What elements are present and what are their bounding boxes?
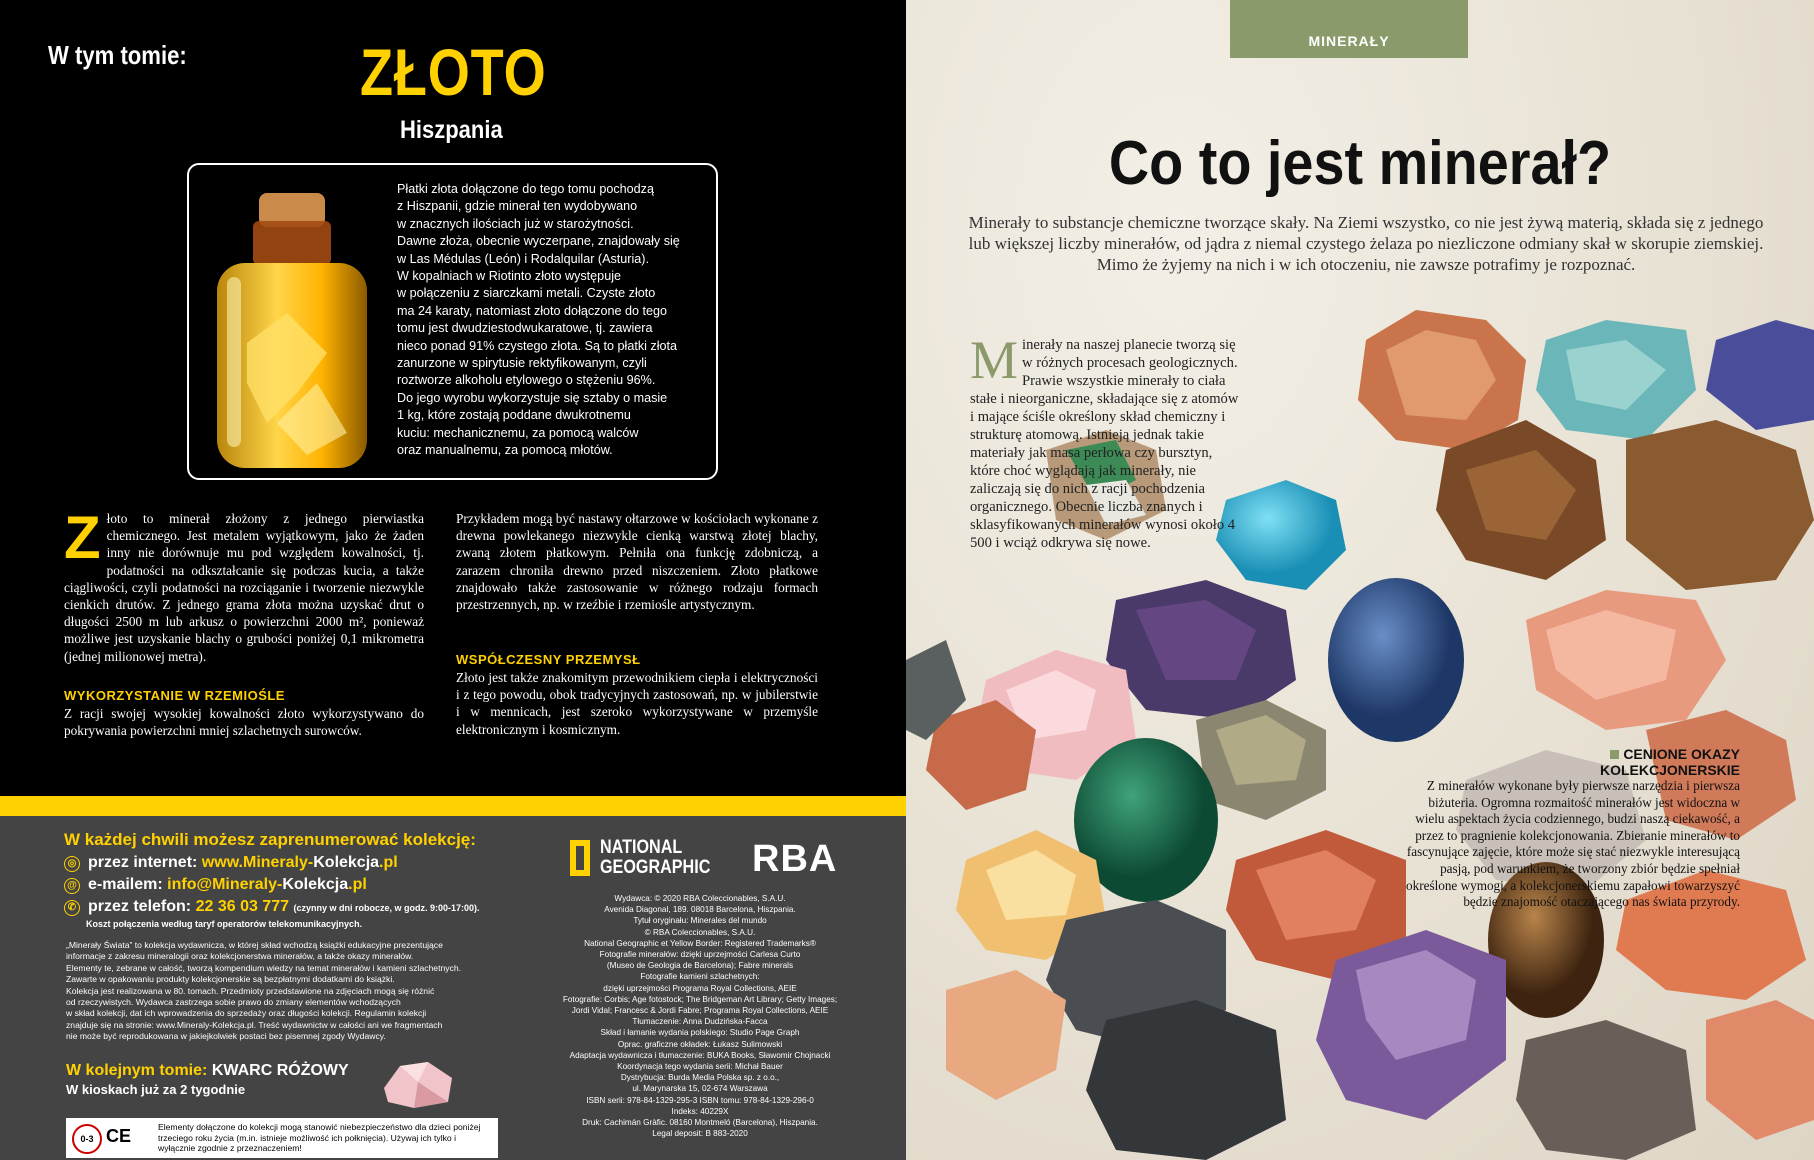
page-title: Co to jest minerał? xyxy=(1108,129,1612,198)
gold-box-text: Płatki złota dołączone do tego tomu pochodzą z Hiszpanii, gdzie minerał ten wydobywano w znacznych ilościach już w starożytności. Dawne złoża, obecnie wyczerpane, znajdowały się w Las Médulas (León) i Rodalquilar (Asturia). W kopalniach w Riotinto złoto występuje w połączeniu z siarczkami metali. Czyste złoto ma 24 karaty, natomiast złoto dołączone do tego tomu jest dwudziestodwukaratowe, tj. zawiera nieco ponad 91% czystego złota. Są to płatki złota zanurzone w spirytusie rektyfikowanym, czyli roztworze alkoholu etylowego o stężeniu 96%. Do jego wyrobu wykorzystuje się sztaby o masie 1 kg, które zostają poddane dwukrotnemu kuciu: mechanicznemu, za pomocą walców oraz manualnemu, za pomocą młotów. xyxy=(397,182,680,458)
warning-text: Elementy dołączone do kolekcji mogą stanowić niebezpieczeństwo dla dzieci poniżej trzeciego roku życia (m.in. istnieje możliwość ich połknięcia). Używaj ich tylko i wyłącznie zgodnie z przeznaczeniem! xyxy=(158,1122,481,1153)
yellow-border-bar xyxy=(0,796,906,816)
globe-icon: ◎ xyxy=(64,856,80,872)
modern-heading: WSPÓŁCZESNY PRZEMYSŁ xyxy=(456,652,641,667)
contact-internet: ◎ przez internet: www.Mineraly-Kolekcja.pl xyxy=(64,854,398,872)
craft-text: Z racji swojej wysokiej kowalności złoto wykorzystywano do pokrywania powierzchni mniej szlachetnych surowców. xyxy=(64,706,424,739)
gold-title: ZŁOTO xyxy=(360,35,547,109)
age-restriction-icon: 0-3 xyxy=(72,1124,102,1154)
volume-label: W tym tomie: xyxy=(48,40,187,70)
gold-column-2: Przykładem mogą być nastawy ołtarzowe w kościołach wykonane z drewna powlekanego niezwykle cienką warstwą złotej blachy, zwaną złotem płatkowym. Pełniła ona funkcję zdobniczą, a zarazem chroniła drewno przed niszczeniem. Złoto płatkowe znajdowało także zastosowanie w różnego rodzaju formach przestrzennych, np. w rzeźbie i rzemiośle artystycznym. xyxy=(456,511,818,613)
at-icon: @ xyxy=(64,878,80,894)
square-bullet-icon xyxy=(1610,750,1619,759)
gold-column-1 xyxy=(64,504,424,665)
craft-heading: WYKORZYSTANIE W RZEMIOŚLE xyxy=(64,688,285,703)
drop-cap: Z xyxy=(64,504,101,571)
gold-jar-image xyxy=(207,193,377,473)
gold-origin: Hiszpania xyxy=(400,116,503,144)
drop-cap: M xyxy=(970,330,1019,390)
rba-logo: RBA xyxy=(752,838,838,880)
prized-specimens-heading: CENIONE OKAZY KOLEKCJONERSKIE xyxy=(1599,746,1740,778)
right-page xyxy=(906,0,1814,1160)
phone-icon: ✆ xyxy=(64,900,80,916)
safety-warning xyxy=(66,1118,498,1158)
gold-info-box xyxy=(187,163,718,480)
next-volume: W kolejnym tomie: KWARC RÓŻOWY xyxy=(66,1062,349,1079)
phone-hours: (czynny w dni robocze, w godz. 9:00-17:00). xyxy=(293,903,480,913)
subscribe-heading: W każdej chwili możesz zaprenumerować kolekcję: xyxy=(64,830,476,849)
website-link[interactable]: www.Mineraly-Kolekcja.pl xyxy=(201,854,398,871)
next-volume-name: KWARC RÓŻOWY xyxy=(211,1062,349,1079)
gold-col1-text: łoto to minerał złożony z jednego pierwiastka chemicznego. Jest metalem wyjątkowym, jako że żaden inny nie dorównuje mu pod względem kowalności, tj. podatności na odkształcanie się podczas kucia, a także ciągliwości, czyli podatności na rozciąganie i tworzenie niezwykle cienkich drutów. Z jednego grama złota można uzyskać drut o długości 2500 m lub arkusz o powierzchni 2000 m², ponieważ możliwe jest uzyskanie blachy o grubości poniżej 0,1 mikrometra (jednej milionowej metra). xyxy=(64,511,424,664)
ce-mark-icon: CE xyxy=(106,1126,132,1146)
modern-text: Złoto jest także znakomitym przewodnikiem ciepła i elektryczności i z tego powodu, obok tradycyjnych zastosowań, np. w jubilerstwie i w mennicach, jest szeroko wykorzystywane w przemyśle elektronicznym i kosmicznym. xyxy=(456,670,818,737)
contact-phone: ✆ przez telefon: 22 36 03 777 (czynny w dni robocze, w godz. 9:00-17:00). xyxy=(64,898,480,916)
publisher-info: Wydawca: © 2020 RBA Coleccionables, S.A.U. Avenida Diagonal, 189. 08018 Barcelona, Hiszpania. Tytuł oryginału: Minerales del mundo © RBA Coleccionables, S.A.U. National Geographic et Yellow Border: Registered Trademarks® Fotografie minerałów: dzięki uprzejmości Carlesa Curto (Museo de Geologia de Barcelona); Fabre minerals Fotografie kamieni szlachetnych: dzięki uprzejmości Programa Royal Collections, AEIE Fotografie: Corbis; Age fotostock; The Bridgeman Art Library; Getty Images; Jordi Vidal; Francesc & Jordi Fabre; Programa Royal Collections, AEIE Tłumaczenie: Anna Dudzińska-Facca Skład i łamanie wydania polskiego: Studio Page Graph Oprac. graficzne okładek: Łukasz Sulimowski Adaptacja wydawnicza i tłumaczenie: BUKA Books, Sławomir Chojnacki Koordynacja tego wydania serii: Michał Bauer Dystrybucja: Burda Media Polska sp. z o.o., ul. Marynarska 15, 02-674 Warszawa ISBN serii: 978-84-1329-295-3 ISBN tomu: 978-84-1329-296-0 Indeks: 40229X Druk: Cachimán Gràfic. 08160 Montmeló (Barcelona), Hiszpania. Legal deposit: B 883-2020 xyxy=(562,894,838,1139)
rose-quartz-image xyxy=(378,1058,458,1110)
collection-description: „Minerały Świata” to kolekcja wydawnicza, w której skład wchodzą książki edukacyjne prezentujące informacje z zakresu mineralogii oraz kolekcjonerstwa minerałów, a także okazy minerałów. Elementy te, zebrane w całość, tworzą kompendium wiedzy na temat minerałów i kamieni szlachetnych. Zawarte w opakowaniu produkty kolekcjonerskie są bezpłatnymi dodatkami do książki. Kolekcja jest realizowana w 80. tomach. Przedmioty przedstawione na zdjęciach mogą się różnić od rzeczywistych. Wydawca zastrzega sobie prawo do zmiany elementów wchodzących w skład kolekcji, dat ich wprowadzenia do sprzedaży oraz długości kolekcji. Regulamin kolekcji znajduje się na stronie: www.Mineraly-Kolekcja.pl. Treść wydawnictw w całości ani we fragmentach nie może być reprodukowana w jakiejkolwiek postaci bez pisemnej zgody Wydawcy. xyxy=(66,940,462,1042)
email-link[interactable]: info@Mineraly-Kolekcja.pl xyxy=(167,876,367,893)
intro-text: Minerały to substancje chemiczne tworzące skały. Na Ziemi wszystko, co nie jest żywą materią, składa się z jednego lub większej liczby minerałów, od jądra z niemal czystego żelaza po niezliczone odmiany skał w skorupie ziemskiej. Mimo że żyjemy na nich i w ich otoczeniu, nie zawsze potrafimy je rozpoznać. xyxy=(968,213,1764,274)
left-page: W tym tomie: ZŁOTO Hiszpania Płatki złota dołączone do tego tomu pochodzą z Hiszpanii, gdzie minerał ten wydobywano w znacznych ilościach już w starożytności. Dawne złoża, obecnie wyczerpane, znajdowały się w Las Médulas (León) i Rodalquilar (Asturia). W kopalniach w Riotinto złoto występuje w połączeniu z siarczkami metali. Czyste złoto ma 24 karaty, natomiast złoto dołączone do tego tomu jest dwudziestodwukaratowe, tj. zawiera nieco ponad 91% czystego złota. Są to płatki złota zanurzone w spirytusie rektyfikowanym, czyli roztworze alkoholu etylowego o stężeniu 96%. Do jego wyrobu wykorzystuje się sztaby o masie 1 kg, które zostają poddane dwukrotnemu kuciu: mechanicznemu, za pomocą walców oraz manualnemu, za pomocą młotów. Złoto to minerał złożony z jednego pierwiastka chemicznego. Jest metalem wyjątkowym, jako że żaden inny nie dorównuje mu pod względem kowalności, tj. podatności na odkształcanie się podczas kucia, a także ciągliwości, czyli podatności na rozciąganie i tworzenie niezwykle cienkich drutów. Z jednego grama złota można uzyskać drut o długości 2500 m lub arkusz o powierzchni 2000 m², ponieważ możliwe jest uzyskanie blachy o grubości poniżej 0,1 mikrometra (jednej milionowej metra). WYKORZYSTANIE W RZEMIOŚLE Z racji swojej wysokiej kowalności złoto wykorzystywano do pokrywania powierzchni mniej szlachetnych surowców. Przykładem mogą być nastawy ołtarzowe w kościołach wykonane z drewna powlekanego niezwykle cienką warstwą złotej blachy, zwaną złotem płatkowym. Pełniła ona funkcję zdobniczą, a zarazem chroniła drewno przed niszczeniem. Złoto płatkowe znajdowało także zastosowanie w różnego rodzaju formach przestrzennych, np. w rzeźbie i rzemiośle artystycznym. WSPÓŁCZESNY PRZEMYSŁ Złoto jest także znakomitym przewodnikiem ciepła i elektryczności i z tego powodu, obok tradycyjnych zastosowań, np. w jubilerstwie i w mennicach, jest szeroko wykorzystywane w przemyśle elektronicznym i kosmicznym. W każdej chwili możesz zaprenumerować kolekcję: ◎ przez internet: www.Mineraly-Kolekcja.pl @ e-mailem: info@Mineraly-Kolekcja.pl ✆ przez telefon: 22 36 03 777 (czynny w dni robocze, w godz. 9:00-17:00). Koszt połączenia według taryf operatorów telekomunikacyjnych. „Minerały Świata” to kolekcja wydawnicza, w której skład wchodzą książki edukacyjne prezentujące informacje z zakresu mineralogii oraz kolekcjonerstwa minerałów, a także okazy minerałów. Elementy te, zebrane w całość, tworzą kompendium wiedzy na temat minerałów i kamieni szlachetnych. Zawarte w opakowaniu produkty kolekcjonerskie są bezpłatnymi dodatkami do książki. Kolekcja jest realizowana w 80. tomach. Przedmioty przedstawione na zdjęciach mogą się różnić od rzeczywistych. Wydawca zastrzega sobie prawo do zmiany elementów wchodzących w skład kolekcji, dat ich wprowadzenia do sprzedaży oraz długości kolekcji. Regulamin kolekcji znajduje się na stronie: www.Mineraly-Kolekcja.pl. Treść wydawnictw w całości ani we fragmentach nie może być reprodukowana w jakiejkolwiek postaci bez pisemnej zgody Wydawcy. W kolejnym tomie: KWARC RÓŻOWY W kioskach już za 2 tygodnie 0-3 CE Elementy dołączone do kolekcji mogą stanowić niebezpieczeństwo dla dzieci poniżej trzeciego roku życia (m.in. istnieje możliwość ich połknięcia). Używaj ich tylko i wyłącznie zgodnie z przeznaczeniem! NATIONAL GEOGRAPHIC RBA Wydawca: © 2020 RBA Coleccionables, S.A.U. Avenida Diagonal, 189. 08018 Barcelona, Hiszpania. Tytuł oryginału: Minerales del mundo © RBA Coleccionables, S.A.U. National Geographic et Yellow Border: Registered Trademarks® Fotografie minerałów: dzięki uprzejmości Carlesa Curto (Museo de Geologia de Barcelona); Fabre minerals Fotografie kamieni szlachetnych: dzięki uprzejmości Programa Royal Collections, AEIE Fotografie: Corbis; Age fotostock; The Bridgeman Art Library; Getty Images; Jordi Vidal; Francesc & Jordi Fabre; Programa Royal Collections, AEIE Tłumaczenie: Anna Dudzińska-Facca Skład i łamanie wydania polskiego: Studio Page Graph Oprac. graficzne okładek: Łukasz Sulimowski Adaptacja wydawnicza i tłumaczenie: BUKA Books, Sławomir Chojnacki Koordynacja tego wydania serii: Michał Bauer Dystrybucja: Burda Media Polska sp. z o.o., ul. Marynarska 15, 02-674 Warszawa ISBN serii: 978-84-1329-295-3 ISBN tomu: 978-84-1329-296-0 Indeks: 40229X Druk: Cachimán Gràfic. 08160 Montmeló (Barcelona), Hiszpania. Legal deposit: B 883-2020 xyxy=(0,0,906,1160)
minerals-body-text: Minerały na naszej planecie tworzą się w różnych procesach geologicznych. Prawie wszystkie minerały to ciała stałe i nieorganiczne, składające się z atomów i mające ściśle określony skład chemiczny i strukturę atomową. Istnieją jednak takie materiały jak masa perłowa czy bursztyn, które choć wyglądają jak minerały, nie zaliczają się do nich z racji pochodzenia organicznego. Obecnie liczba znanych i sklasyfikowanych minerałów wynosi około 4 500 i wciąż odkrywa się nowe. xyxy=(970,330,1239,551)
next-volume-date: W kioskach już za 2 tygodnie xyxy=(66,1082,246,1097)
prized-specimens-text: Z minerałów wykonane były pierwsze narzędzia i pierwsza biżuteria. Ogromna rozmaitość minerałów jest widoczna w wielu aspektach życia codziennego, budzi naszą ciekawość, a przez to pragnienie kolekcjonowania. Zbieranie minerałów to fascynujące zajęcie, które może się stać niezwykle interesującą pasją, pod warunkiem, że tworzony zbiór będzie spełniał określone wymogi, a kolekcjonerskiemu zapałowi towarzyszyć będzie znajomość otaczającego nas świata przyrody. xyxy=(1406,778,1740,910)
yellow-border-icon xyxy=(570,840,590,876)
phone-number[interactable]: 22 36 03 777 xyxy=(195,898,289,915)
contact-email: @ e-mailem: info@Mineraly-Kolekcja.pl xyxy=(64,876,367,894)
cost-note: Koszt połączenia według taryf operatorów telekomunikacyjnych. xyxy=(86,919,363,929)
section-tab: MINERAŁY xyxy=(1230,0,1468,58)
